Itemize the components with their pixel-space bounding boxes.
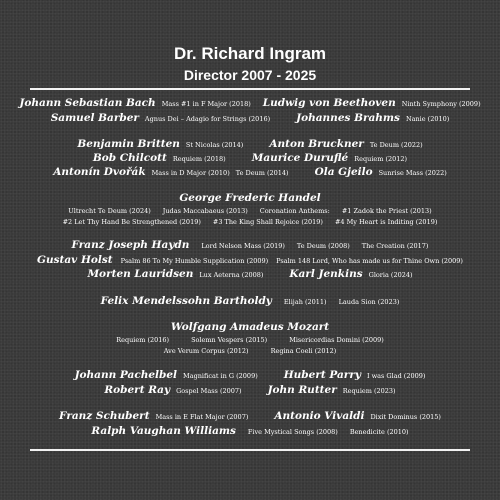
- composer-name: Felix Mendelssohn Bartholdy: [100, 295, 272, 307]
- row-handel-name: [20, 192, 480, 204]
- row-dvorak-gjeilo: [20, 166, 480, 178]
- work-title: The Creation (2017): [361, 242, 429, 250]
- work-title: Magnificat in G (2009): [183, 372, 258, 380]
- work-title: Judas Maccabaeus (2013): [162, 207, 248, 215]
- row-handel-works-1: [20, 207, 480, 215]
- row-vaughan-williams: [20, 425, 480, 437]
- composer-name: Antonín Dvořák: [53, 166, 146, 178]
- work-title: Five Mystical Songs (2008): [247, 428, 338, 436]
- composer-name: George Frederic Handel: [179, 192, 321, 204]
- row-handel-works-2: [20, 218, 480, 226]
- composer-name: John Rutter: [267, 384, 337, 396]
- row-pachelbel-parry: [20, 369, 480, 381]
- row-bach-beethoven: [20, 97, 480, 109]
- composer-name: Hubert Parry: [283, 369, 361, 381]
- work-title: Te Deum (2014): [235, 169, 289, 177]
- row-haydn: [20, 239, 480, 251]
- composer-name: Franz Schubert: [59, 410, 150, 422]
- work-title: Requiem (2023): [342, 387, 396, 395]
- work-title: Misericordias Domini (2009): [289, 336, 384, 344]
- composer-name: Karl Jenkins: [289, 268, 363, 280]
- row-mozart-works-1: [20, 336, 480, 344]
- page-title: Dr. Richard Ingram: [173, 44, 327, 63]
- work-title: #2 Let Thy Hand Be Strengthened (2019): [62, 218, 201, 226]
- row-lauridsen-jenkins: [20, 268, 480, 280]
- work-title: Ave Verum Corpus (2012): [163, 347, 249, 355]
- work-title: Coronation Anthems:: [259, 207, 330, 215]
- work-title: Mass #1 in F Major (2018): [161, 100, 251, 108]
- row-mozart-works-2: [20, 347, 480, 355]
- work-title: Mass in E Flat Major (2007): [155, 413, 249, 421]
- work-title: Ninth Symphony (2009): [401, 100, 481, 108]
- work-title: Elijah (2011): [283, 298, 327, 306]
- composer-name: Morten Lauridsen: [87, 268, 194, 280]
- bottom-divider: [30, 449, 470, 451]
- composer-name: Johannes Brahms: [296, 112, 400, 124]
- row-holst: [20, 254, 480, 266]
- composer-name: Maurice Duruflé: [251, 152, 349, 164]
- work-title: Te Deum (2008): [296, 242, 350, 250]
- work-title: Lauda Sion (2023): [338, 298, 400, 306]
- work-title: Benedicite (2010): [349, 428, 409, 436]
- row-barber-brahms: [20, 112, 480, 124]
- work-title: Lux Aeterna (2008): [199, 271, 264, 279]
- work-title: I was Glad (2009): [366, 372, 426, 380]
- work-title: Sunrise Mass (2022): [378, 169, 447, 177]
- composer-name: Wolfgang Amadeus Mozart: [170, 321, 330, 333]
- row-mozart-name: [20, 321, 480, 333]
- work-title: Gloria (2024): [368, 271, 413, 279]
- composer-name: Robert Ray: [104, 384, 171, 396]
- row-britten-bruckner: [20, 138, 480, 150]
- work-title: Psalm 86 To My Humble Supplication (2009): [120, 257, 269, 265]
- work-title: Ultrecht Te Deum (2024): [68, 207, 151, 215]
- work-title: Agnus Dei – Adagio for Strings (2016): [144, 115, 271, 123]
- top-divider: [30, 88, 470, 90]
- row-chilcott-durufle: [20, 152, 480, 164]
- work-title: Nanie (2010): [405, 115, 450, 123]
- work-title: St Nicolas (2014): [185, 141, 244, 149]
- composer-name: Ola Gjeilo: [314, 166, 373, 178]
- work-title: Requiem (2012): [354, 155, 408, 163]
- work-title: #3 The King Shall Rejoice (2019): [212, 218, 323, 226]
- work-title: Gospel Mass (2007): [176, 387, 242, 395]
- work-title: Requiem (2016): [116, 336, 170, 344]
- work-title: Te Deum (2022): [369, 141, 423, 149]
- composer-name: Johann Sebastian Bach: [19, 97, 156, 109]
- row-schubert-vivaldi: [20, 410, 480, 422]
- work-title: #4 My Heart is Inditing (2019): [334, 218, 438, 226]
- composer-name: Samuel Barber: [50, 112, 139, 124]
- composer-name: Antonio Vivaldi: [274, 410, 365, 422]
- work-title: Psalm 148 Lord, Who has made us for Thine Own (2009): [276, 257, 463, 265]
- row-mendelssohn: [20, 295, 480, 307]
- row-ray-rutter: [20, 384, 480, 396]
- work-title: Dixit Dominus (2015): [370, 413, 441, 421]
- work-title: Regina Coeli (2012): [270, 347, 337, 355]
- composer-name: Anton Bruckner: [269, 138, 364, 150]
- composer-name: Franz Joseph Haydn: [71, 239, 190, 251]
- work-title: Mass in D Major (2010): [151, 169, 230, 177]
- composer-name: Johann Pachelbel: [74, 369, 178, 381]
- work-title: Solemn Vespers (2015): [191, 336, 268, 344]
- composer-name: Gustav Holst: [37, 254, 113, 266]
- composer-name: Ludwig von Beethoven: [262, 97, 396, 109]
- work-title: Requiem (2018): [172, 155, 226, 163]
- work-title: #1 Zadok the Priest (2013): [341, 207, 432, 215]
- work-title: Lord Nelson Mass (2019): [201, 242, 285, 250]
- page-subtitle: Director 2007 - 2025: [183, 67, 317, 83]
- composer-name: Ralph Vaughan Williams: [91, 425, 236, 437]
- composer-name: Benjamin Britten: [77, 138, 180, 150]
- composer-name: Bob Chilcott: [92, 152, 167, 164]
